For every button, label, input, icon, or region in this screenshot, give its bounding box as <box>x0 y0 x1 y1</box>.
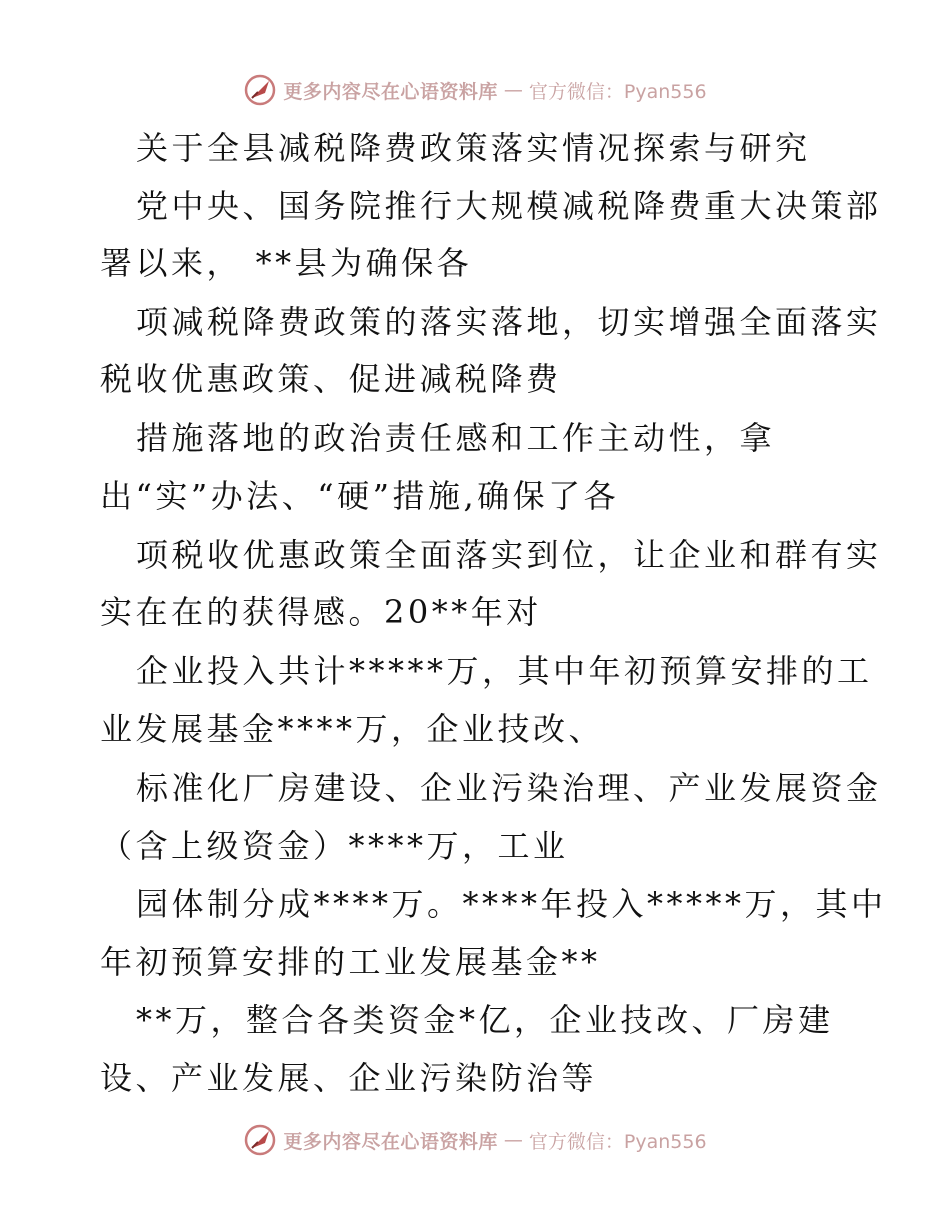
paragraph-line: 措施落地的政治责任感和工作主动性，拿 <box>136 419 776 457</box>
watermark-footer <box>0 1120 950 1160</box>
paragraph-line: 企业投入共计*****万，其中年初预算安排的工 <box>136 652 873 690</box>
paragraph-line: 设、产业发展、企业污染防治等 <box>100 1059 598 1097</box>
quill-circle-icon <box>243 1123 277 1157</box>
document-title: 关于全县减税降费政策落实情况探索与研究 <box>136 129 811 167</box>
quill-circle-icon <box>243 73 277 107</box>
paragraph-line: 税收优惠政策、促进减税降费 <box>100 360 562 398</box>
watermark-separator: — <box>503 1129 523 1151</box>
watermark-account-text: 官方微信：Pyan556 <box>528 80 707 103</box>
paragraph-line: 项税收优惠政策全面落实到位，让企业和群有实 <box>136 536 882 574</box>
paragraph-line: 业发展基金****万，企业技改、 <box>100 710 605 748</box>
paragraph-line: 项减税降费政策的落实落地，切实增强全面落实 <box>136 303 882 341</box>
paragraph-line: 标准化厂房建设、企业污染治理、产业发展资金 <box>136 769 882 807</box>
paragraph-line: 出“实”办法、“硬”措施,确保了各 <box>100 477 620 515</box>
paragraph-line: **万，整合各类资金*亿，企业技改、厂房建 <box>136 1001 834 1039</box>
watermark-site-text: 更多内容尽在心语资料库 <box>283 1130 498 1153</box>
paragraph-line: 实在在的获得感。20**年对 <box>100 593 542 631</box>
paragraph-line: （含上级资金）****万，工业 <box>100 827 569 865</box>
paragraph-line: 年初预算安排的工业发展基金** <box>100 943 601 981</box>
paragraph-line: 党中央、国务院推行大规模减税降费重大决策部 <box>136 187 882 225</box>
paragraph-line: 园体制分成****万。****年投入*****万，其中 <box>136 885 887 923</box>
watermark-separator: — <box>503 79 523 101</box>
watermark-site-text: 更多内容尽在心语资料库 <box>283 80 498 103</box>
watermark-header <box>0 70 950 110</box>
watermark-account-text: 官方微信：Pyan556 <box>528 1130 707 1153</box>
paragraph-line: 署以来， **县为确保各 <box>100 244 473 282</box>
